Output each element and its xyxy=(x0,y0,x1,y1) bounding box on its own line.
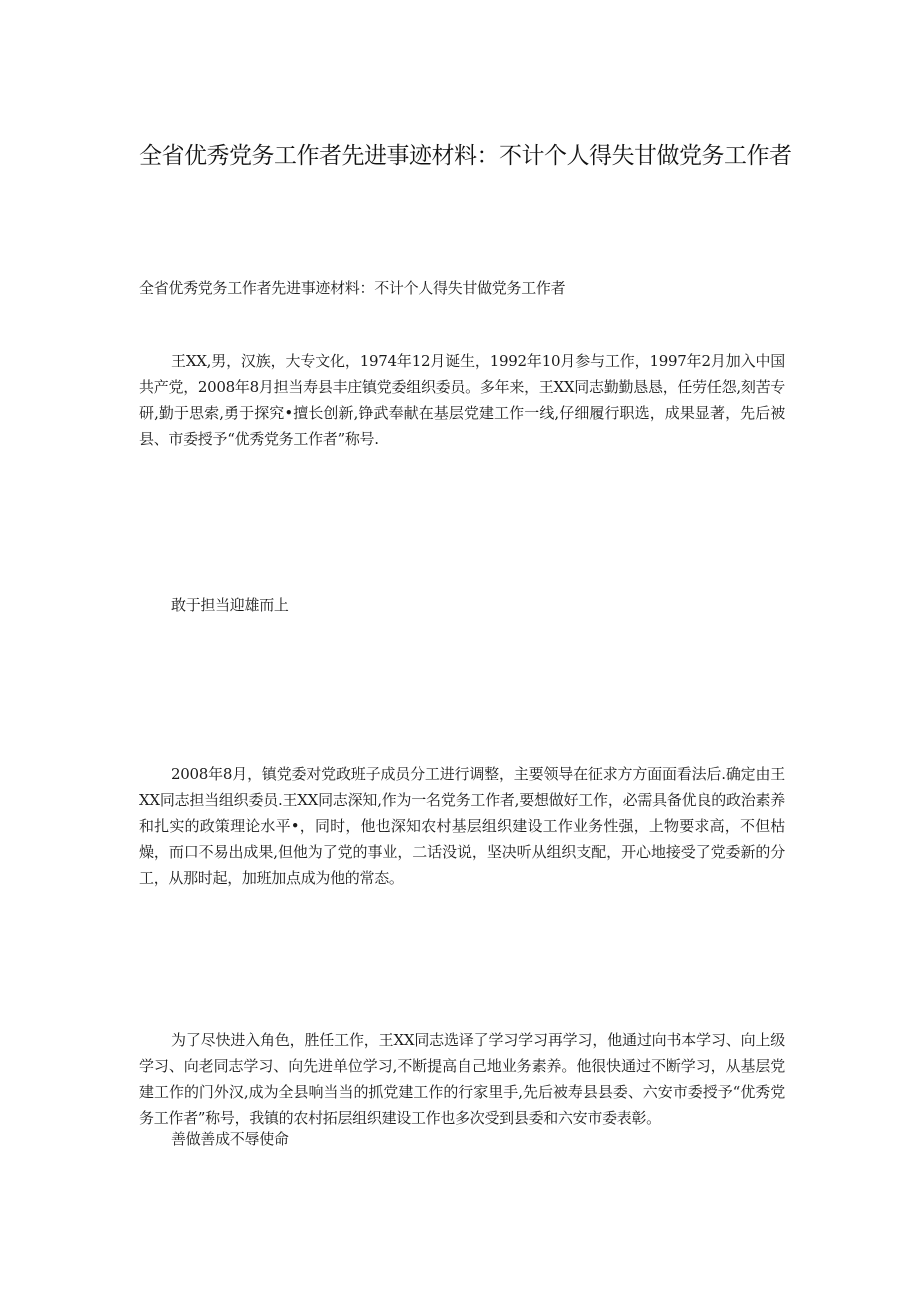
document-subtitle: 全省优秀党务工作者先进事迹材料：不计个人得失甘做党务工作者 xyxy=(139,279,566,297)
document-title: 全省优秀党务工作者先进事迹材料：不计个人得失甘做党务工作者 xyxy=(139,143,792,169)
section-heading-1: 敢于担当迎雄而上 xyxy=(171,596,289,614)
paragraph-intro: 王XX,男，汉族，大专文化，1974年12月诞生，1992年10月参与工作，1997年2月加入中国共产党，2008年8月担当寿县丰庄镇党委组织委员。多年来，王XX同志勤勤恳恳，任劳任怨,刻苦专研,勤于思索,勇于探究•擅长创新,铮武奉献在基层党建工作一线,仔细履行职选，成果显著，先后被县、市委授予“优秀党务工作者”称号. xyxy=(139,352,785,448)
paragraph-section-1: 2008年8月，镇党委对党政班子成员分工进行调整，主要领导在征求方方面面看法后.确定由王XX同志担当组织委员.王XX同志深知,作为一名党务工作者,要想做好工作，必需具备优良的政治素养和扎实的政策理论水平•，同时，他也深知农村基层组织建设工作业务性强，上物要求高，不但枯燥，而口不易出成果,但他为了党的事业，二话没说，坚决听从组织支配，开心地接受了党委新的分工，从那时起，加班加点成为他的常态。 xyxy=(139,765,785,887)
section-heading-2: 善做善成不辱使命 xyxy=(171,1130,289,1148)
paragraph-section-1-continued: 为了尽快进入角色，胜任工作，王XX同志选译了学习学习再学习，他通过向书本学习、向上级学习、向老同志学习、向先进单位学习,不断提高自己地业务素养。他很快通过不断学习，从基层党建工作的门外汉,成为全县响当当的抓党建工作的行家里手,先后被寿县县委、六安市委授予“优秀党务工作者”称号，我镇的农村拓层组织建设工作也多次受到县委和六安市委表彰。 xyxy=(139,1031,785,1127)
